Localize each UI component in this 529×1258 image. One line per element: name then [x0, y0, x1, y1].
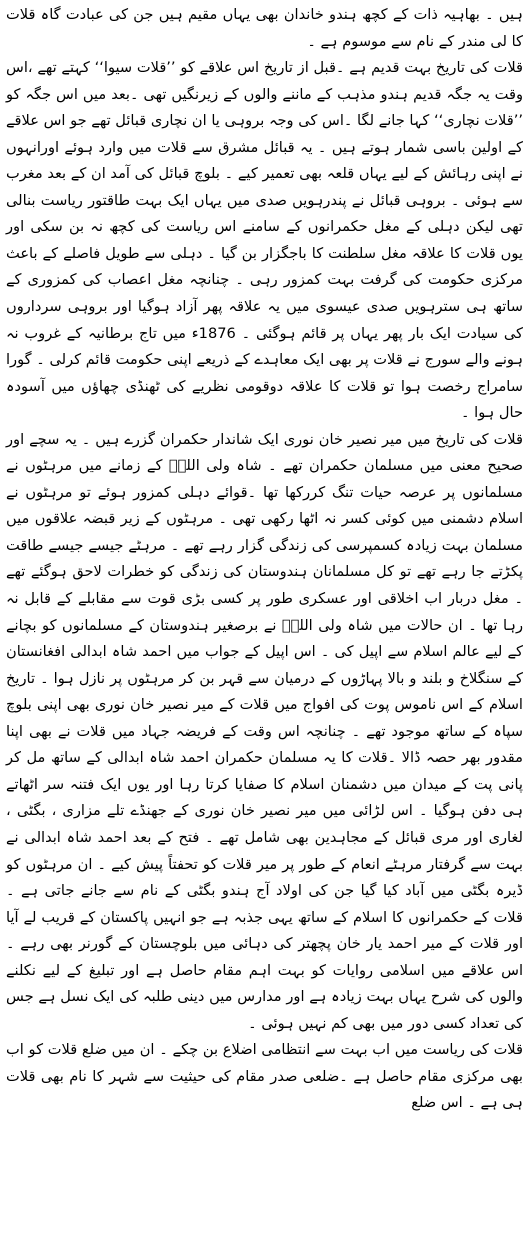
- paragraph-history-of-qalat: قلات کی تاریخ بہت قدیم ہے ۔قبل از تاریخ اس علاقے کو ’’قلات سیوا‘‘ کہتے تھے ،اس وقت یہ جگہ قدیم ہندو مذہب کے ماننے والوں کے زیرنگیں تھی ۔بعد میں اس جگہ کو ’’قلات نچاری‘‘ کہا جانے لگا ۔اس کی وجہ بروہی یا ان نچاری قبائل تھے جو اس علاقے کے اولین باسی شمار ہوتے ہیں ۔ یہ قبائل مشرق سے قلات میں وارد ہوئے اورانہوں نے اپنی رہائش کے لیے یہاں قلعہ بھی تعمیر کیے ۔ بلوچ قبائل کی آمد ان کے بعد مغرب سے ہوئی ۔ بروہی قبائل نے پندرہویں صدی میں یہاں ایک بہت طاقتور ریاست بنالی تھی لیکن دہلی کے مغل حکمرانوں کے سامنے اس ریاست کی کچھ نہ بن سکی اور یوں قلات کا علاقہ مغل سلطنت کا باجگزار بن گیا ۔ دہلی سے طویل فاصلے کے باعث مرکزی حکومت کی گرفت بہت کمزور رہی ۔ چنانچہ مغل اعصاب کی کمزوری کے ساتھ ہی سترہویں صدی عیسوی میں یہ علاقہ پھر آزاد ہوگیا اور بروہی سرداروں کی سیادت ایک بار پھر یہاں پر قائم ہوگئی ۔ 1876ء میں تاج برطانیہ کے غروب نہ ہونے والے سورج نے قلات پر بھی ایک معاہدے کے ذریعے اپنی حکومت قائم کرلی ۔ گورا سامراج رخصت ہوا تو قلات کا علاقہ دوقومی نظریے کی ٹھنڈی چھاؤں میں آسودہ حال ہوا ۔: [6, 59, 524, 422]
- paragraph-administrative-districts: قلات کی ریاست میں اب بہت سے انتظامی اضلاع بن چکے ۔ ان میں ضلع قلات کو اب بھی مرکزی مقام حاصل ہے ۔ضلعی صدر مقام کی حیثیت سے شہر کا نام بھی قلات ہی ہے ۔ اس ضلع: [6, 1041, 523, 1112]
- paragraph-mir-naseer-khan-noori: قلات کی تاریخ میں میر نصیر خان نوری ایک شاندار حکمران گزرے ہیں ۔ یہ سچے اور صحیح معنی میں مسلمان حکمران تھے ۔ شاہ ولی اللہؒ کے زمانے میں مرہٹوں نے مسلمانوں پر عرصہ حیات تنگ کررکھا تھا ۔قوائے دہلی کمزور ہوئے تو مرہٹوں نے اسلام دشمنی میں کوئی کسر نہ اٹھا رکھی تھی ۔ مرہٹوں کے زیر قبضہ علاقوں میں مسلمان بہت زیادہ کسمپرسی کی زندگی گزار رہے تھے ۔ مرہٹے جیسے جیسے طاقت پکڑتے جا رہے تھے تو کل مسلمانان ہندوستان کی زندگی کو خطرات لاحق ہوگئے تھے ۔ مغل دربار اب اخلاقی اور عسکری طور پر کسی بڑی قوت سے مقابلے کے قابل نہ رہا تھا ۔ ان حالات میں شاہ ولی اللہؒ نے برصغیر ہندوستان کے مسلمانوں کو بچانے کے لیے عالم اسلام سے اپیل کی ۔ اس اپیل کے جواب میں احمد شاہ ابدالی افغانستان کے سنگلاخ و بلند و بالا پہاڑوں کے درمیان سے قہر بن کر مرہٹوں پر نازل ہوا ۔ تاریخ اسلام کے اس ناموس پوت کی افواج میں قلات کے میر نصیر خان نوری بھی اپنی بلوچ سپاہ کے ساتھ موجود تھے ۔ چنانچہ اس وقت کے فریضہ جہاد میں قلات نے بھی اپنا مقدور بھر حصہ ڈالا ۔قلات کا یہ مسلمان حکمران احمد شاہ ابدالی کے ساتھ مل کر پانی پت کے میدان میں دشمنان اسلام کا صفایا کرتا رہا اور یوں ایک فتنہ سر اٹھاتے ہی دفن ہوگیا ۔ اس لڑائی میں میر نصیر خان نوری کے جھنڈے تلے مزاری ، بگٹی ، لغاری اور مری قبائل کے مجاہدین بھی شامل تھے ۔ فتح کے بعد احمد شاہ ابدالی نے بہت سے گرفتار مرہٹے انعام کے طور پر میر قلات کو تحفتاً پیش کیے ۔ ان مرہٹوں کو ڈیرہ بگٹی میں آباد کیا گیا جن کی اولاد آج ہندو بگٹی کے نام سے جانے جاتی ہے ۔ قلات کے حکمرانوں کا اسلام کے ساتھ یہی جذبہ ہے جو انہیں پاکستان کے قریب لے آیا اور قلات کے میر احمد یار خان پچھتر کی دہائی میں بلوچستان کے گورنر بھی رہے ۔ اس علاقے میں اسلامی روایات کو بہت اہم مقام حاصل ہے اور تبلیغ کے لیے نکلنے والوں کی شرح یہاں بہت زیادہ ہے اور مدارس میں دینی طلبہ کی ایک نسل ہے جس کی تعداد کسی دور میں بھی کم نہیں ہوئی ۔: [6, 430, 523, 1032]
- paragraph-hindu-families: ہیں ۔ بھاہیہ ذات کے کچھ ہندو خاندان بھی یہاں مقیم ہیں جن کی عبادت گاہ قلات کا لی مندر کے نام سے موسوم ہے ۔: [6, 6, 523, 50]
